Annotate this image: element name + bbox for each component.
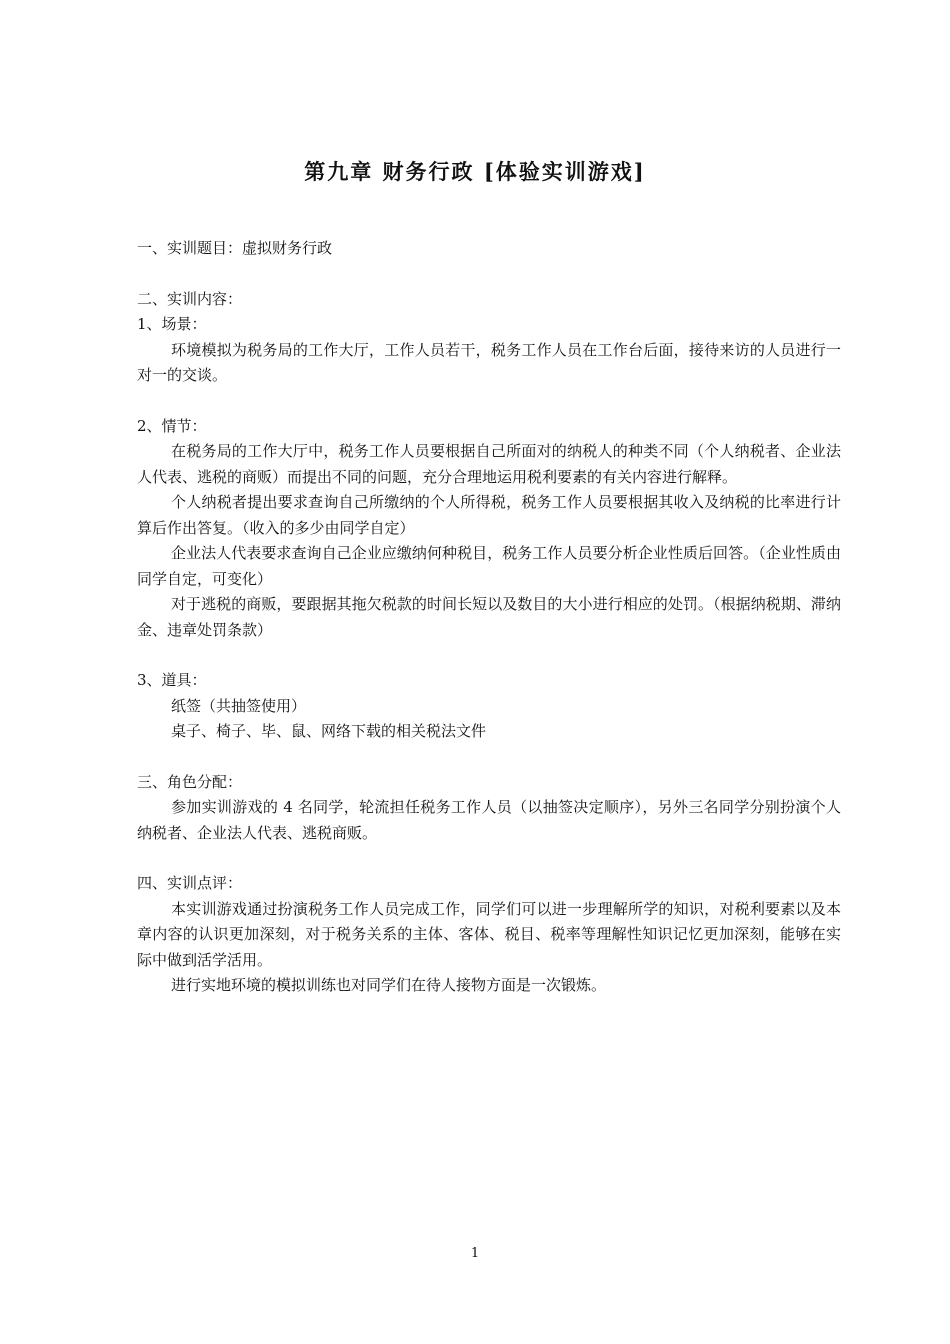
review-paragraph-2: 进行实地环境的模拟训练也对同学们在待人接物方面是一次锻炼。 [171, 976, 607, 994]
page-number: 1 [470, 1246, 480, 1261]
scene-heading: 1、场景： [137, 315, 207, 333]
section-3-heading: 三、角色分配： [137, 772, 243, 791]
roles-paragraph: 参加实训游戏的 4 名同学，轮流担任税务工作人员（以抽签决定顺序），另外三名同学分别扮演个人纳税者、企业法人代表、逃税商贩。 [137, 798, 841, 842]
review-paragraph-1: 本实训游戏通过扮演税务工作人员完成工作，同学们可以进一步理解所学的知识，对税利要素以及本章内容的认识更加深刻，对于税务关系的主体、客体、税目、税率等理解性知识记忆更加深刻，能够在实际中做到活学活用。 [137, 899, 841, 969]
props-item-1: 纸签（共抽签使用） [171, 696, 307, 715]
props-item-2: 桌子、椅子、毕、鼠、网络下载的相关税法文件 [171, 722, 487, 740]
page-title: 第九章 财务行政 [体验实训游戏] [304, 159, 646, 184]
plot-paragraph-1: 在税务局的工作大厅中，税务工作人员要根据自己所面对的纳税人的种类不同（个人纳税者、企业法人代表、逃税的商贩）而提出不同的问题，充分合理地运用税利要素的有关内容进行解释。 [137, 442, 841, 486]
plot-paragraph-3: 企业法人代表要求查询自己企业应缴纳何种税目，税务工作人员要分析企业性质后回答。（企业性质由同学自定，可变化） [137, 544, 841, 588]
plot-paragraph-2: 个人纳税者提出要求查询自己所缴纳的个人所得税，税务工作人员要根据其收入及纳税的比率进行计算后作出答复。（收入的多少由同学自定） [137, 493, 841, 537]
props-heading: 3、道具： [137, 671, 207, 689]
section-2-heading: 二、实训内容： [137, 289, 243, 308]
document-body [137, 236, 841, 999]
plot-paragraph-4: 对于逃税的商贩，要跟据其拖欠税款的时间长短以及数目的大小进行相应的处罚。（根据纳税期、滞纳金、违章处罚条款） [137, 595, 841, 639]
section-1-heading: 一、实训题目：虚拟财务行政 [137, 239, 333, 257]
section-4-heading: 四、实训点评： [137, 874, 243, 892]
plot-heading: 2、情节： [137, 416, 207, 435]
scene-paragraph: 环境模拟为税务局的工作大厅，工作人员若干，税务工作人员在工作台后面，接待来访的人员进行一对一的交谈。 [137, 340, 841, 384]
